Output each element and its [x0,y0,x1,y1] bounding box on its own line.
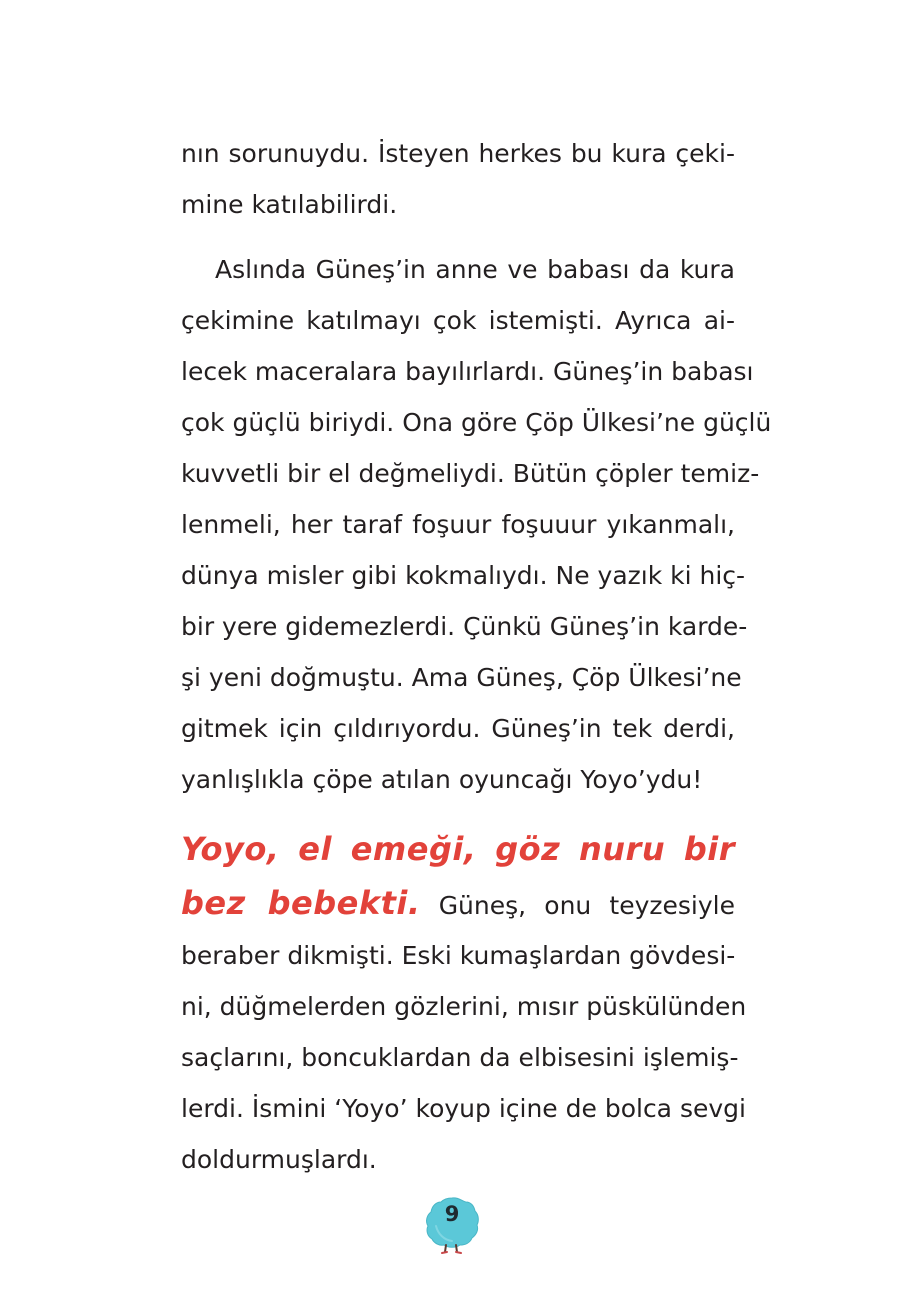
text-line-mixed [181,876,735,930]
highlight-text: bez bebekti. [181,884,421,922]
text-line: dünya misler gibi kokmalıydı. Ne yazık ki hiç- [181,561,746,590]
text-line: çok güçlü biriydi. Ona göre Çöp Ülkesi’ne güçlü [181,408,772,437]
highlight-text: Yoyo, el emeği, göz nuru bir [181,830,735,868]
highlight-line [181,822,735,876]
paragraph-3 [181,822,747,1185]
paragraph-1 [181,128,735,230]
text-line: lenmeli, her taraf foşuur foşuuur yıkanmalı, [181,510,735,539]
page-number: 9 [444,1202,460,1226]
text-line-rest: Güneş, onu teyzesiyle [438,891,735,920]
paragraph-2 [181,244,772,805]
text-line: Aslında Güneş’in anne ve babası da kura [215,255,735,284]
text-line: beraber dikmişti. Eski kumaşlardan gövdesi- [181,941,736,970]
page-number-badge [424,1196,480,1256]
text-line: mine katılabilirdi. [181,190,398,219]
text-line: lerdi. İsmini ‘Yoyo’ koyup içine de bolca sevgi [181,1094,746,1123]
text-line: çekimine katılmayı çok istemişti. Ayrıca ai- [181,306,735,335]
text-line: bir yere gidemezlerdi. Çünkü Güneş’in karde- [181,612,748,641]
text-line: doldurmuşlardı. [181,1145,377,1174]
text-line: saçlarını, boncuklardan da elbisesini işlemiş- [181,1043,739,1072]
text-line: nın sorunuydu. İsteyen herkes bu kura çeki- [181,139,735,168]
text-line: ni, düğmelerden gözlerini, mısır püskülünden [181,992,747,1021]
text-line: yanlışlıkla çöpe atılan oyuncağı Yoyo’ydu! [181,765,703,794]
text-line: şi yeni doğmuştu. Ama Güneş, Çöp Ülkesi’ne [181,663,742,692]
text-line: lecek maceralara bayılırlardı. Güneş’in babası [181,357,754,386]
text-line: gitmek için çıldırıyordu. Güneş’in tek derdi, [181,714,735,743]
text-line: kuvvetli bir el değmeliydi. Bütün çöpler temiz- [181,459,760,488]
